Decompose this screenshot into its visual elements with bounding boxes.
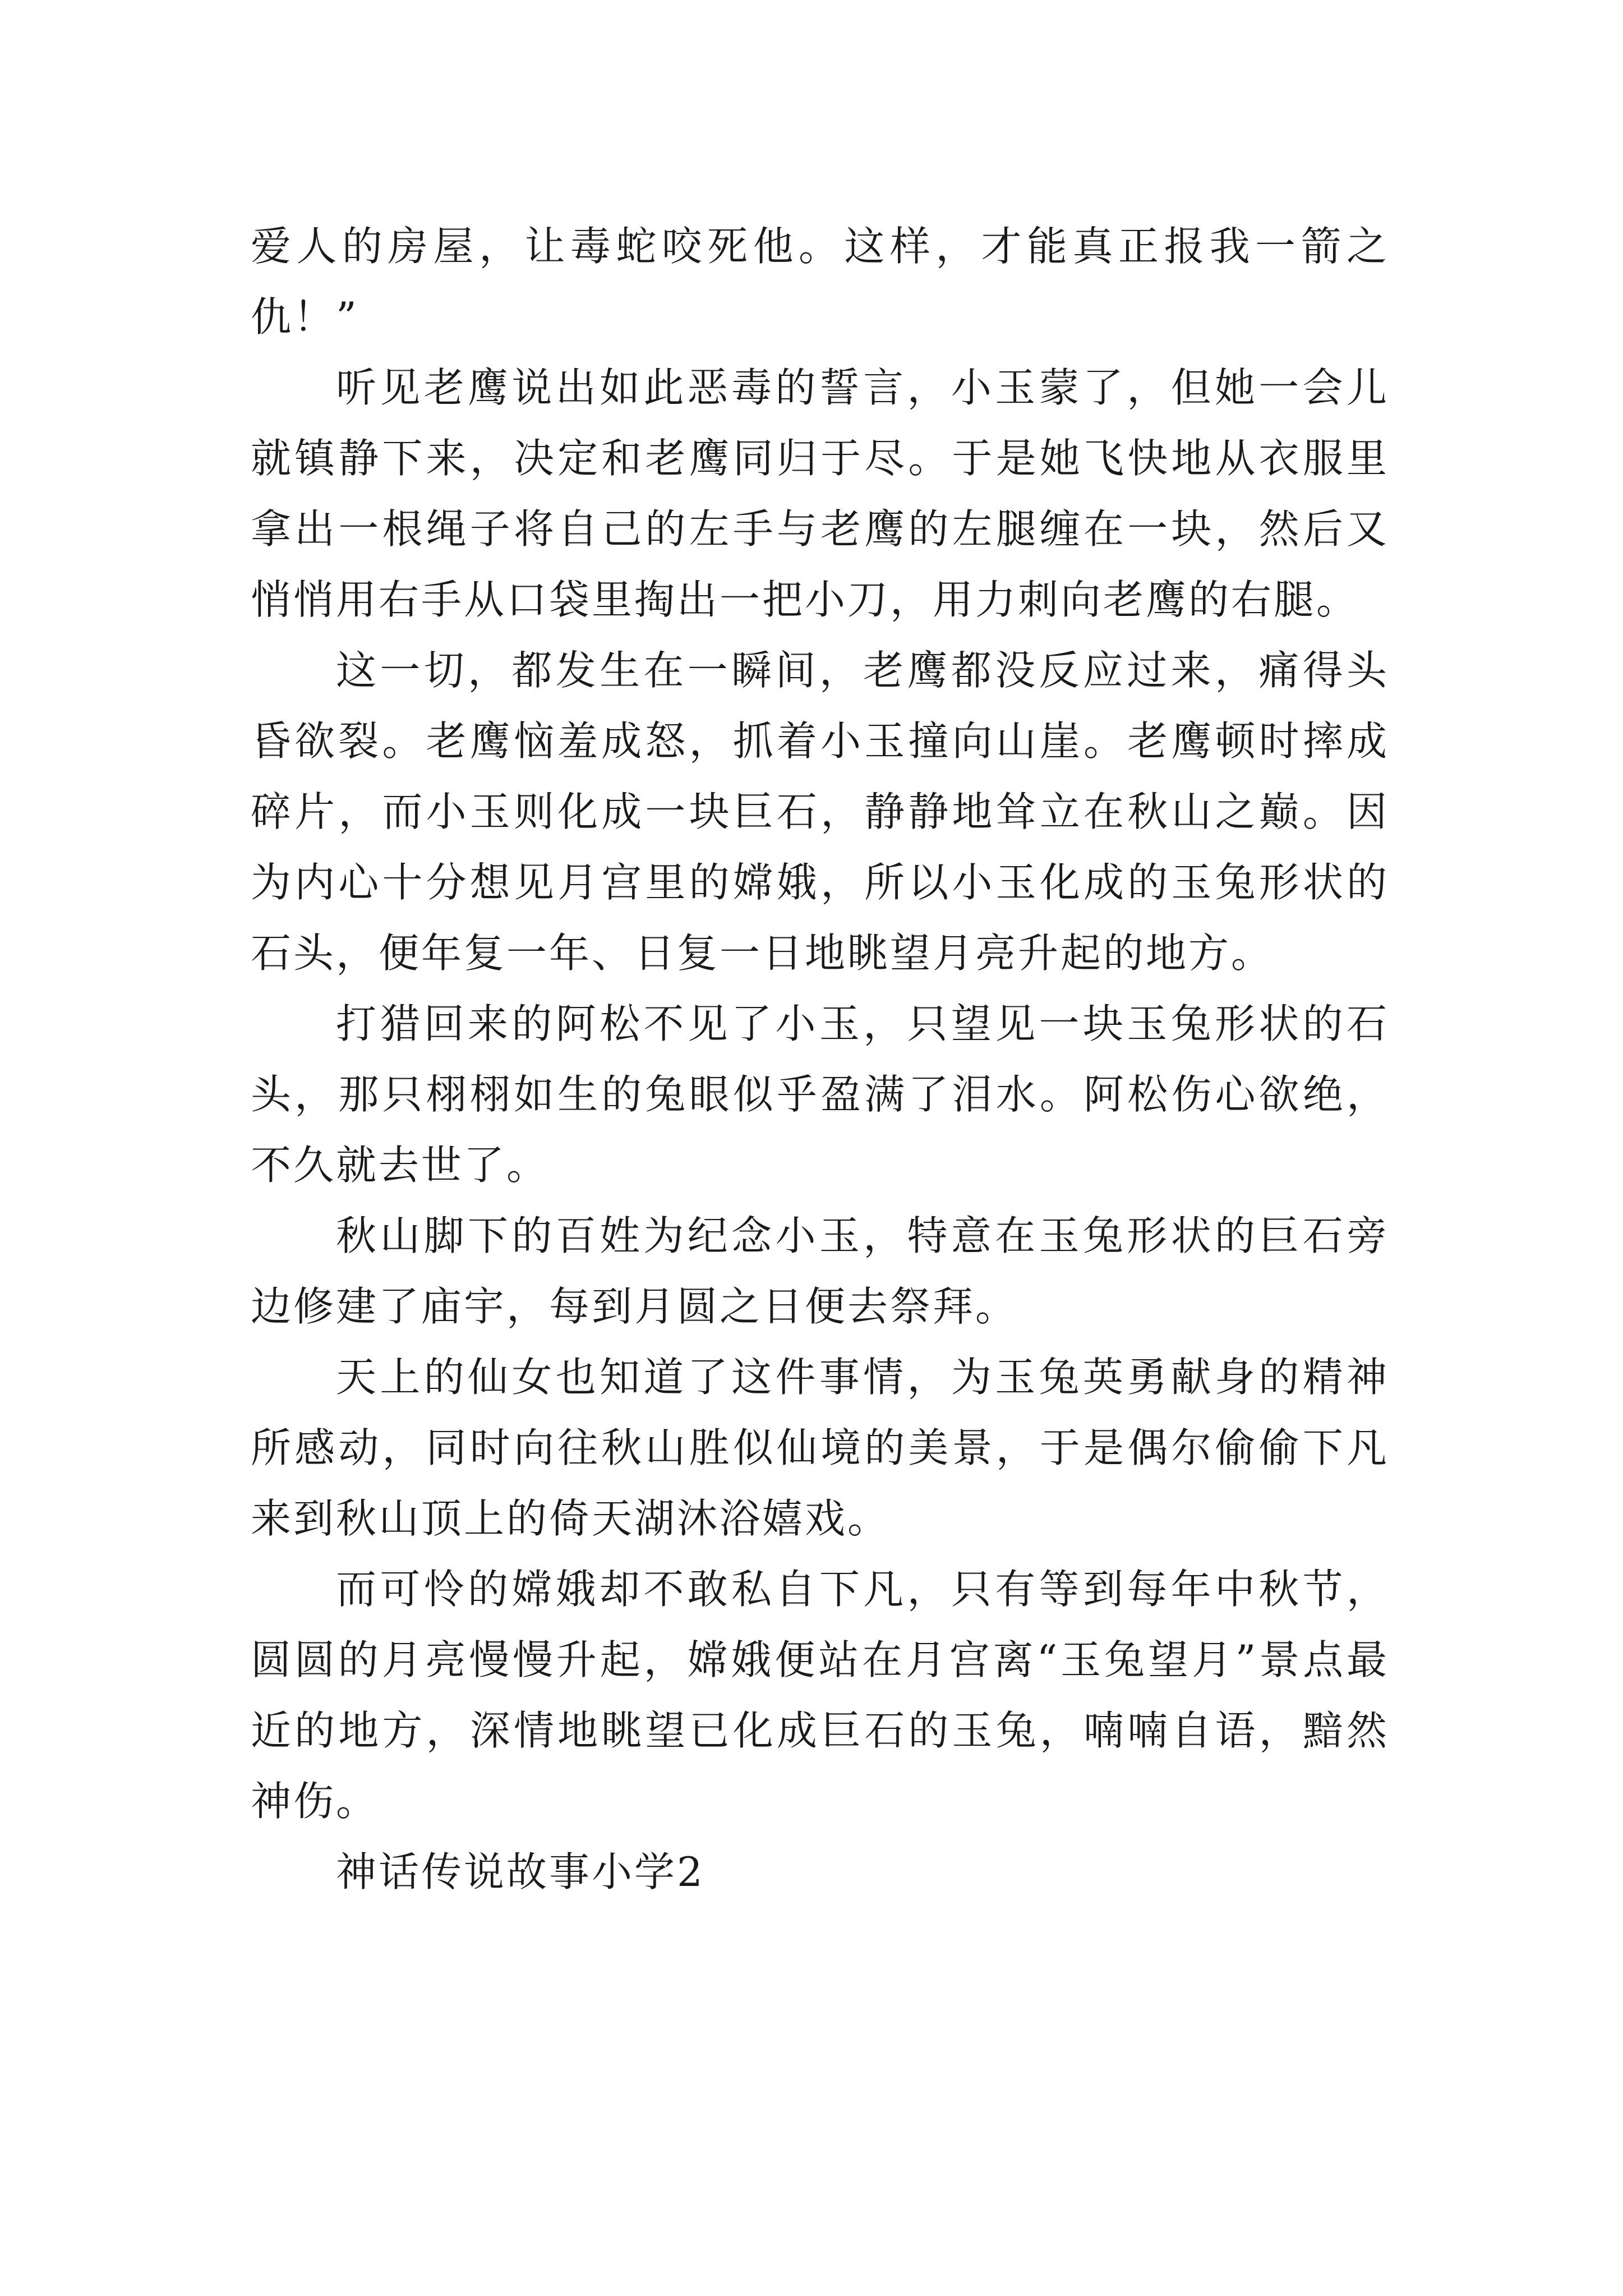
document-body xyxy=(251,211,1389,1907)
paragraph-6: 天上的仙女也知道了这件事情，为玉兔英勇献身的精神所感动，同时向往秋山胜似仙境的美景，于是偶尔偷偷下凡来到秋山顶上的倚天湖沐浴嬉戏。 xyxy=(251,1354,1389,1542)
paragraph-5: 秋山脚下的百姓为纪念小玉，特意在玉兔形状的巨石旁边修建了庙宇，每到月圆之日便去祭拜。 xyxy=(251,1212,1389,1330)
paragraph-3: 这一切，都发生在一瞬间，老鹰都没反应过来，痛得头昏欲裂。老鹰恼羞成怒，抓着小玉撞向山崖。老鹰顿时摔成碎片，而小玉则化成一块巨石，静静地耸立在秋山之巅。因为内心十分想见月宫里的嫦娥，所以小玉化成的玉兔形状的石头，便年复一年、日复一日地眺望月亮升起的地方。 xyxy=(251,647,1389,977)
section-heading: 神话传说故事小学2 xyxy=(336,1848,705,1895)
paragraph-7: 而可怜的嫦娥却不敢私自下凡，只有等到每年中秋节，圆圆的月亮慢慢升起，嫦娥便站在月宫离“玉兔望月”景点最近的地方，深情地眺望已化成巨石的玉兔，喃喃自语，黯然神伤。 xyxy=(251,1566,1389,1825)
paragraph-1: 爱人的房屋，让毒蛇咬死他。这样，才能真正报我一箭之仇！” xyxy=(251,223,1389,341)
paragraph-2: 听见老鹰说出如此恶毒的誓言，小玉蒙了，但她一会儿就镇静下来，决定和老鹰同归于尽。于是她飞快地从衣服里拿出一根绳子将自己的左手与老鹰的左腿缠在一块，然后又悄悄用右手从口袋里掏出一把小刀，用力刺向老鹰的右腿。 xyxy=(251,364,1389,623)
paragraph-4: 打猎回来的阿松不见了小玉，只望见一块玉兔形状的石头，那只栩栩如生的兔眼似乎盈满了泪水。阿松伤心欲绝，不久就去世了。 xyxy=(251,1000,1389,1189)
